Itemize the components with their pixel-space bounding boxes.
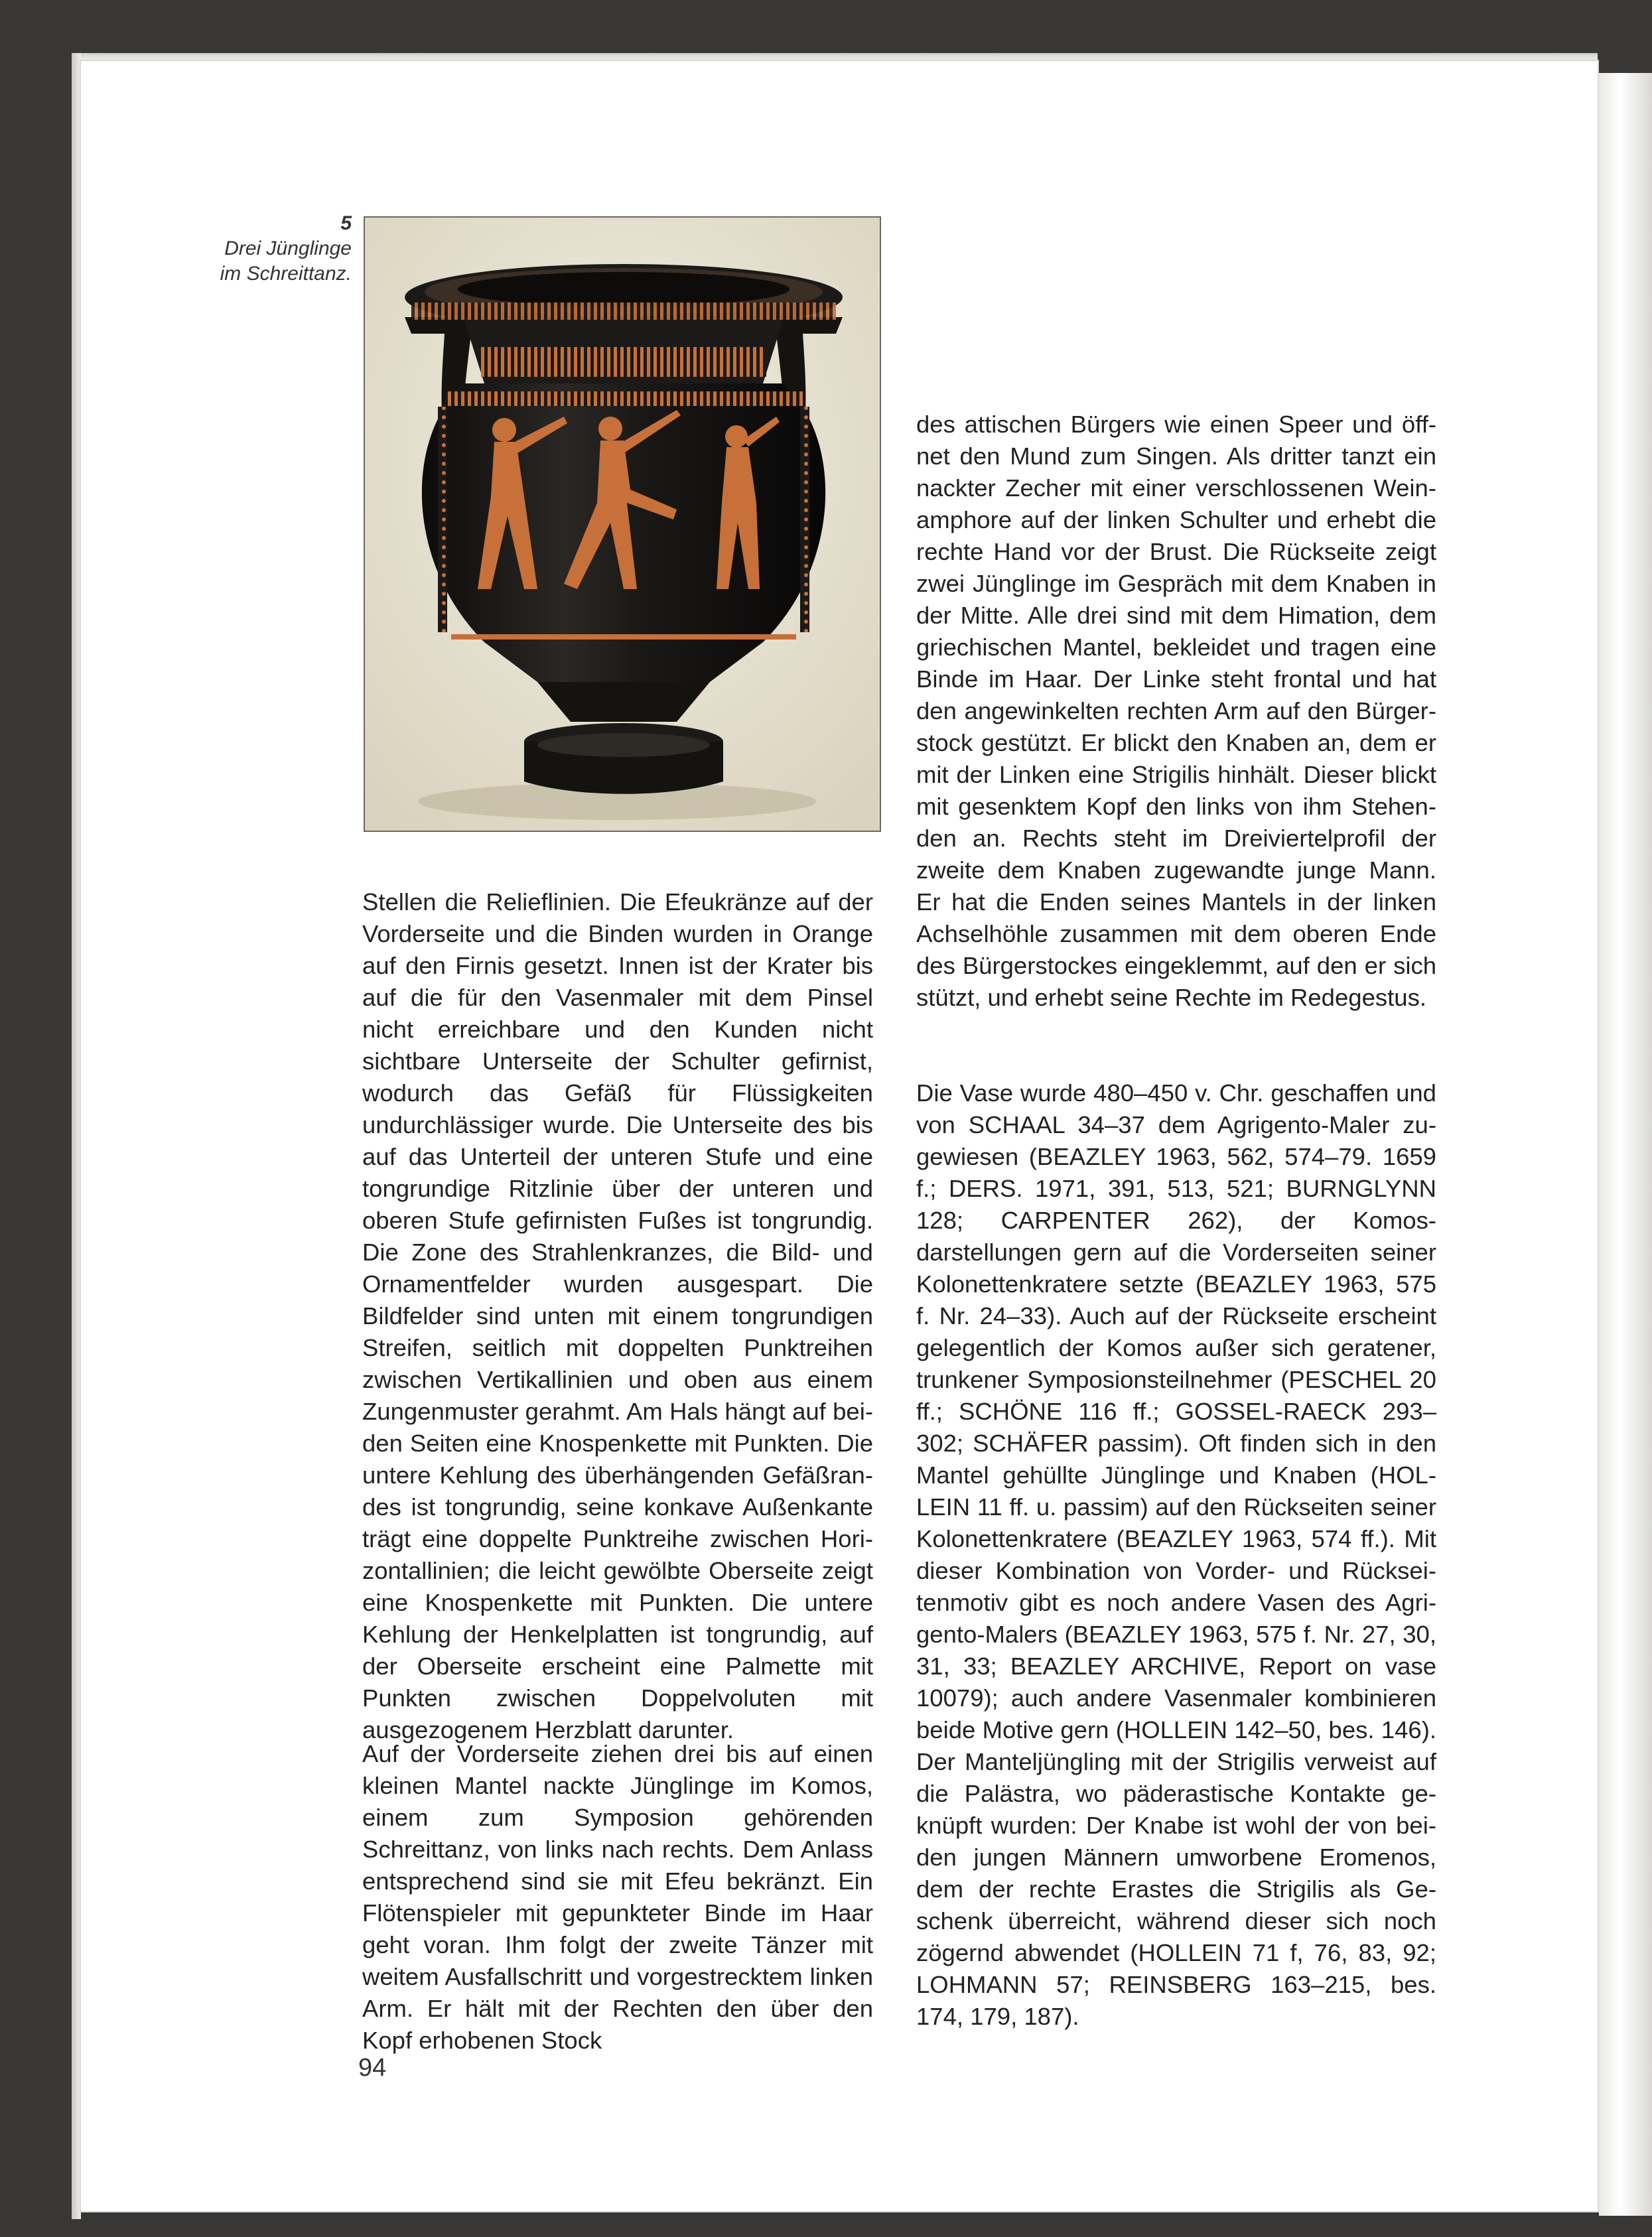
right-column-paragraph-2: [916, 1077, 1436, 2033]
body-text: Stellen die Relieflinien. Die Efeukränze auf der Vorderseite und die Binden wurden in Orange auf den Firnis gesetzt. Innen ist der Krater bis auf die für den Vasenmaler mit dem Pinsel nicht erreichbare und den Kunden nicht sichtbare Unterseite der Schulter gefirnist, wodurch das Gefäß für Flüssigkeiten undurchlässiger wurde. Die Unterseite des bis auf das Unterteil der unteren Stufe und eine tongrundige Ritzlinie über der unteren und oberen Stufe gefirnisten Fußes ist tongrundig. Die Zone des Strahlenkranzes, die Bild- und Ornamentfelder wurden ausgespart. Die Bildfelder sind unten mit einem tongrundigen Streifen, seitlich mit doppelten Punktreihen zwischen Vertikallinien und oben aus einem Zungenmuster gerahmt. Am Hals hängt auf beiden Seiten eine Knospenkette mit Punkten. Die untere Kehlung des überhängenden Gefäßrandes ist tongrundig, seine konkave Außenkante trägt eine doppelte Punktreihe zwischen Horizontallinien; die leicht gewölbte Oberseite zeigt eine Knospenkette mit Punkten. Die untere Kehlung der Henkelplatten ist tongrundig, auf der Oberseite erscheint eine Palmette mit Punkten zwischen Doppelvoluten mit ausgezogenem Herzblatt darunter.: [362, 888, 873, 1743]
page-number: 94: [358, 2054, 387, 2082]
body-text: des attischen Bürgers wie einen Speer und öffnet den Mund zum Singen. Als dritter tanzt ein nackter Zecher mit einer verschlossenen Weinamphore auf der linken Schulter und erhebt die rechte Hand vor der Brust. Die Rückseite zeigt zwei Jünglinge im Gespräch mit dem Knaben in der Mitte. Alle drei sind mit dem Himation, dem griechischen Mantel, bekleidet und tragen eine Binde im Haar. Der Linke steht frontal und hat den angewinkelten rechten Arm auf den Bürgerstock gestützt. Er blickt den Knaben an, dem er mit der Linken eine Strigilis hinhält. Dieser blickt mit gesenktem Kopf den links von ihm Stehenden an. Rechts steht im Dreiviertelprofil der zweite dem Knaben zugewandte junge Mann. Er hat die Enden seines Mantels in der linken Achselhöhle zusammen mit dem oberen Ende des Bürgerstockes eingeklemmt, auf den er sich stützt, und erhebt seine Rechte im Redegestus.: [916, 411, 1436, 1011]
vase-photograph: [364, 216, 881, 832]
column-krater-illustration: [365, 218, 880, 831]
page-edge-right: [1599, 73, 1652, 2216]
body-text: Die Vase wurde 480–450 v. Chr. geschaffen und von SCHAAL 34–37 dem Agrigento-Maler zugewiesen (BEAZLEY 1963, 562, 574–79. 1659 f.; DERS. 1971, 391, 513, 521; BURNGLYNN 128; CARPENTER 262), der Komosdarstellungen gern auf die Vorderseiten seiner Kolonettenkratere setzte (BEAZLEY 1963, 575 f. Nr. 24–33). Auch auf der Rückseite erscheint gelegentlich der Komos außer sich geratener, trunkener Symposionsteilnehmer (PESCHEL 20 ff.; SCHÖNE 116 ff.; GOSSEL-RAECK 293–302; SCHÄFER passim). Oft finden sich in den Mantel gehüllte Jünglinge und Knaben (HOLLEIN 11 ff. u. passim) auf den Rückseiten seiner Kolonettenkratere (BEAZLEY 1963, 574 ff.). Mit dieser Kombination von Vorder- und Rückseitenmotiv gibt es noch andere Vasen des Agrigento-Malers (BEAZLEY 1963, 575 f. Nr. 27, 30, 31, 33; BEAZLEY ARCHIVE, Report on vase 10079); auch andere Vasenmaler kombinieren beide Motive gern (HOLLEIN 142–50, bes. 146). Der Manteljüngling mit der Strigilis verweist auf die Palästra, wo päderastische Kontakte geknüpft wurden: Der Knabe ist wohl der von beiden jungen Männern umworbene Eromenos, dem der rechte Erastes die Strigilis als Geschenk überreicht, während dieser sich noch zögernd abwendet (HOLLEIN 71 f, 76, 83, 92; LOHMANN 57; REINSBERG 163–215, bes. 174, 179, 187).: [916, 1079, 1436, 2030]
figure-caption-line-1: Drei Jünglinge: [224, 237, 352, 259]
figure-caption-line-2: im Schreittanz.: [220, 263, 352, 285]
body-text: Auf der Vorderseite ziehen drei bis auf einen kleinen Mantel nackte Jünglinge im Komos, einem zum Symposion gehörenden Schreittanz, von links nach rechts. Dem Anlass entsprechend sind sie mit Efeu bekränzt. Ein Flötenspieler mit gepunkteter Binde im Haar geht voran. Ihm folgt der zweite Tänzer mit weitem Ausfallschritt und vorgestrecktem linken Arm. Er hält mit der Rechten den über den Kopf erhobenen Stock: [362, 1740, 873, 2054]
figure-caption: [153, 211, 352, 287]
left-column-paragraph-1: [362, 886, 873, 1746]
figure-number: 5: [340, 212, 352, 234]
right-column-paragraph-1: [916, 409, 1436, 1014]
left-column-paragraph-2: [362, 1738, 873, 2057]
